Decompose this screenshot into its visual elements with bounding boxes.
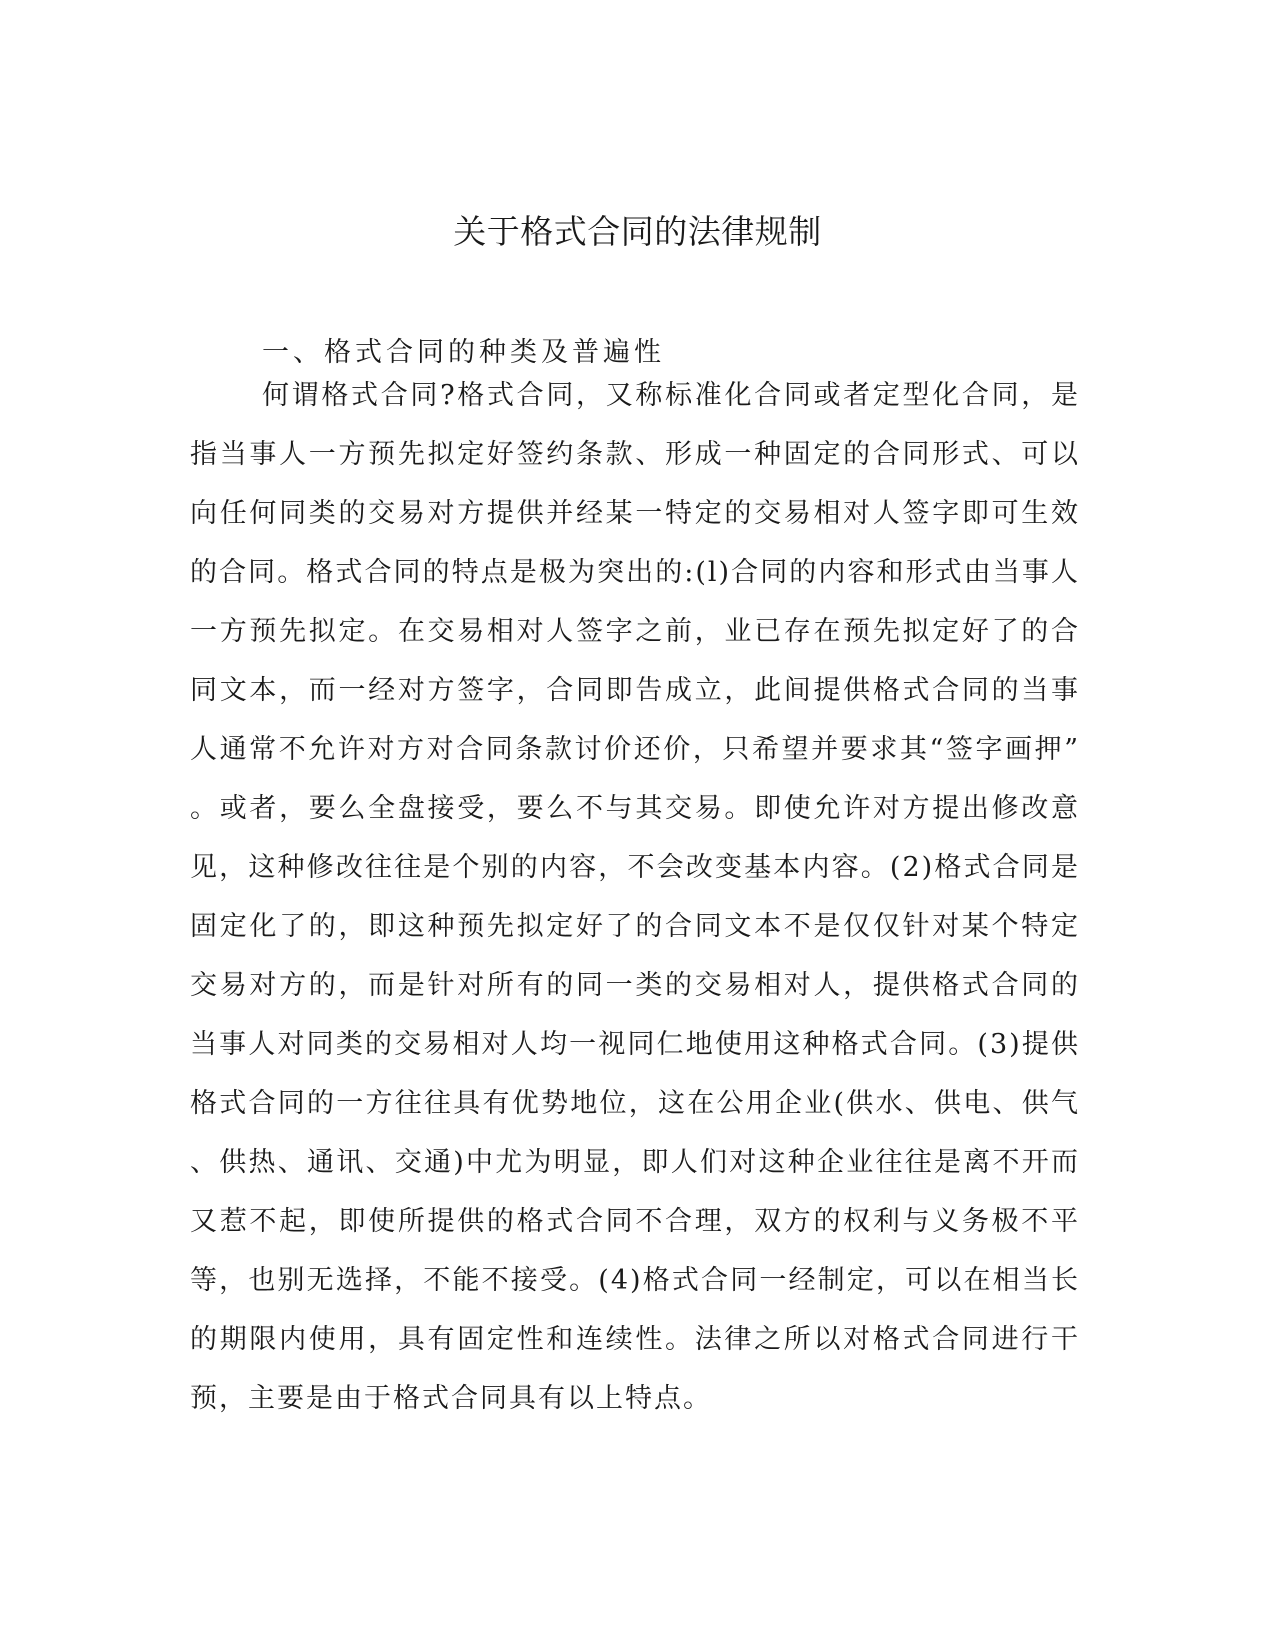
paragraph-line: 等，也别无选择，不能不接受。(4)格式合同一经制定，可以在相当长 — [190, 1265, 1080, 1296]
paragraph-line: 固定化了的，即这种预先拟定好了的合同文本不是仅仅针对某个特定 — [190, 911, 1080, 942]
paragraph-line: 。或者，要么全盘接受，要么不与其交易。即使允许对方提出修改意 — [190, 793, 1080, 824]
paragraph-line: 格式合同的一方往往具有优势地位，这在公用企业(供水、供电、供气 — [190, 1088, 1080, 1119]
paragraph-line: 预，主要是由于格式合同具有以上特点。 — [190, 1383, 712, 1414]
paragraph-line: 又惹不起，即使所提供的格式合同不合理，双方的权利与义务极不平 — [190, 1206, 1080, 1237]
document-title: 关于格式合同的法律规制 — [453, 212, 822, 251]
paragraph-line: 一方预先拟定。在交易相对人签字之前，业已存在预先拟定好了的合 — [190, 616, 1080, 647]
paragraph-line: 何谓格式合同?格式合同，又称标准化合同或者定型化合同，是 — [262, 380, 1080, 411]
paragraph-line: 人通常不允许对方对合同条款讨价还价，只希望并要求其“签字画押” — [190, 734, 1080, 765]
paragraph-line: 见，这种修改往往是个别的内容，不会改变基本内容。(2)格式合同是 — [190, 852, 1080, 883]
paragraph-line: 、供热、通讯、交通)中尤为明显，即人们对这种企业往往是离不开而 — [190, 1147, 1080, 1178]
paragraph-line: 指当事人一方预先拟定好签约条款、形成一种固定的合同形式、可以 — [190, 439, 1080, 470]
section-heading: 一、格式合同的种类及普遍性 — [262, 337, 665, 368]
paragraph-line: 的合同。格式合同的特点是极为突出的:(l)合同的内容和形式由当事人 — [190, 557, 1080, 588]
paragraph-line: 当事人对同类的交易相对人均一视同仁地使用这种格式合同。(3)提供 — [190, 1029, 1080, 1060]
paragraph-line: 交易对方的，而是针对所有的同一类的交易相对人，提供格式合同的 — [190, 970, 1080, 1001]
paragraph-line: 向任何同类的交易对方提供并经某一特定的交易相对人签字即可生效 — [190, 498, 1080, 529]
paragraph-line: 的期限内使用，具有固定性和连续性。法律之所以对格式合同进行干 — [190, 1324, 1080, 1355]
paragraph-line: 同文本，而一经对方签字，合同即告成立，此间提供格式合同的当事 — [190, 675, 1080, 706]
